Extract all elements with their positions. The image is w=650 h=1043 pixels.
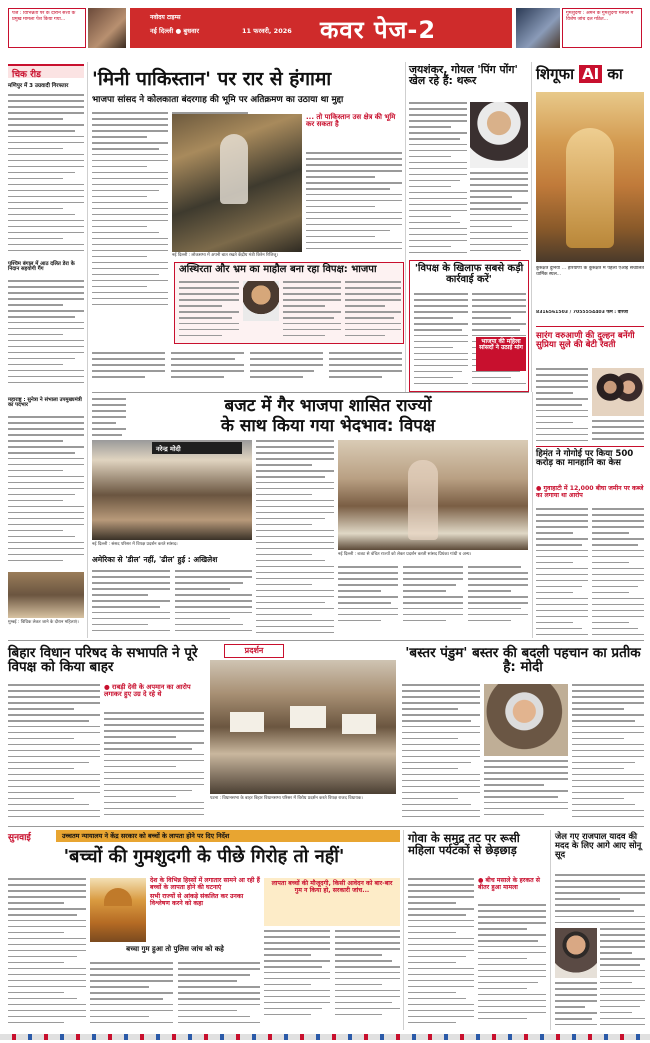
sunwai-body-col2 (90, 962, 260, 1028)
vipaksh-highlight-box (476, 337, 526, 371)
bastar-body-col1 (402, 684, 480, 818)
tharoor-photo (470, 102, 528, 168)
supreme-court-photo (90, 878, 146, 942)
bihar-subhead: ● राबड़ी देवी के अपमान का आरोप लगाकर हुए उग्र दे रहे थे (104, 683, 191, 698)
lead-photo (172, 114, 302, 252)
lead-subhead: भाजपा सांसद ने कोलकाता बंदरगाह की भूमि पर अतिक्रमण का उठाया था मुद्दा (92, 95, 344, 105)
bastar-headline: 'बस्तर पंडुम' बस्तर की बदली पहचान का प्रतीक है: मोदी (405, 645, 641, 676)
footer-color-strip (0, 1034, 650, 1040)
sunwai-bullet-1: देश के विभिन्न हिस्सों में लगातार सामने आ रही हैं बच्चों के लापता होने की घटनाएं (150, 877, 260, 891)
sunwai-bullet-2: सभी राज्यों से आंकड़े संकलित कर उनका विश्लेषण करने को कहा (150, 893, 244, 907)
akhilesh-headline: अमेरिका से 'डील' नहीं, 'ढील' हुई : अखिलेश (92, 555, 218, 564)
shigufa-statue (566, 128, 614, 248)
himanta-body-col2 (592, 508, 644, 636)
bihar-body-col1 (8, 684, 100, 818)
sunwai-headline: 'बच्चों की गुमशुदगी के पीछे गिरोह तो नहीं' (63, 846, 345, 867)
brief-photo-caption: मुम्बई : विधिक लेकर जाने के दौरान महिलाएं। (8, 620, 79, 625)
budget-photo-2-figure (408, 460, 438, 540)
masthead-left-teaser-box (8, 8, 86, 48)
shigufa-phone: 8316561503 / 7055554403 फर्म : वीरजी (536, 310, 628, 315)
sunwai-bullet-3-box (90, 946, 260, 960)
vipaksh-highlight: भाजपा की महिला सांसदों ने उठाई मांग (479, 338, 523, 352)
jail-body-col2 (600, 928, 645, 1028)
goa-body-col2 (478, 904, 546, 1028)
brief-maharashtra-headline: महाराष्ट्र : सुनेत्रा ने संभाला उपमुख्यमंत्री का पदभार (8, 397, 82, 409)
budget-caption-2: नई दिल्ली : बजट से वंचित राज्यों को लेकर प्रदर्शन करती सांसद प्रियंका गांधी व अन्य। (338, 552, 472, 557)
brief-maharashtra-body (8, 416, 84, 566)
pradarshan-placard-1 (230, 712, 264, 732)
bastar-body-col2 (484, 760, 568, 818)
budget-photo-sign: नरेन्द्र मोदी (156, 445, 181, 453)
masthead-left-photo (88, 8, 126, 48)
masthead-band (130, 8, 512, 48)
brief-photo (8, 572, 84, 618)
sarang-photo (592, 368, 644, 416)
vipaksh-box-headline: 'विपक्ष के खिलाफ सबसे कड़ी कार्रवाई करें' (414, 263, 524, 285)
asthirta-headline: अस्थिरता और भ्रम का माहौल बना रहा विपक्ष: भाजपा (179, 264, 377, 275)
lead-photo-caption: नई दिल्ली : लोकसभा में अपनी बात रखते केंद्रीय मंत्री किरेन रिजिजू। (172, 253, 278, 258)
lead-photo-figure (220, 134, 248, 204)
sunwai-strap: उच्चतम न्यायालय ने केंद्र सरकार को बच्चों के लापता होने पर दिए निर्देश (62, 832, 230, 840)
lead-headline: 'मिनी पाकिस्तान' पर रार से हंगामा (92, 68, 332, 90)
supreme-court-dome (104, 888, 132, 906)
himanta-body-col1 (536, 508, 588, 636)
vipaksh-box (409, 260, 529, 392)
shigufa-suffix: का (607, 65, 623, 83)
shigufa-title (536, 64, 644, 90)
bihar-body-col2 (104, 712, 204, 818)
asthirta-photo (243, 281, 279, 321)
shigufa-caption: कुरुक्षेत्र दुनिया ... हरियाणा के कुरुक्षेत्र में पहला एआई संचालित धार्मिक स्थल... (536, 266, 644, 278)
masthead-left-teaser: पेज : विभिन्नता पर के दौरान सत्ता के प्रमुख मामला पेश किया गया... (12, 11, 76, 23)
sunwai-label: सुनवाई (8, 833, 31, 843)
budget-body-left (92, 398, 126, 438)
brief-manipur-headline: मणिपुर में 3 उग्रवादी गिरफ्तार (8, 83, 69, 89)
pradarshan-placard-2 (290, 706, 326, 728)
himanta-headline: हिमंत ने गोगोई पर किया 500 करोड़ का मानहानि का केस (536, 449, 634, 469)
masthead-right-teaser-box (562, 8, 642, 48)
goa-headline: गोवा के समुद्र तट पर रूसी महिला पर्यटकों से छेड़छाड़ (408, 831, 520, 858)
akhilesh-body (92, 570, 252, 636)
bihar-headline: बिहार विधान परिषद के सभापति ने पूरे विपक्ष को किया बाहर (8, 645, 198, 676)
brand-name: नवोदय टाइम्स (150, 14, 181, 21)
asthirta-body-col2 (283, 281, 341, 341)
masthead-date: 11 फरवरी, 2026 (242, 27, 292, 35)
budget-photo-2 (338, 440, 528, 550)
pradarshan-placard-3 (342, 714, 376, 734)
shigufa-photo (536, 92, 644, 262)
lead-quote-box (306, 114, 402, 150)
shigufa-ai-badge: AI (579, 65, 602, 83)
pradarshan-label-box (224, 644, 284, 658)
jail-body-col3 (555, 982, 597, 1028)
sunwai-bullet-3: बच्चा गुम हुआ तो पुलिस जांच को कहे (126, 945, 224, 953)
pradarshan-label: प्रदर्शन (244, 646, 264, 655)
goa-body-col1 (408, 878, 474, 1028)
asthirta-body-col3 (345, 281, 401, 341)
sunwai-callout-box (264, 878, 400, 926)
sarang-body-col1 (536, 368, 588, 444)
shigufa-word: शिगूफा (536, 65, 574, 83)
budget-body-col3 (338, 566, 528, 636)
jaishankar-headline: जयशंकर, गोयल 'पिंग पोंग' खेल रहे हैं: थरूर (409, 63, 518, 88)
pradarshan-photo (210, 660, 396, 794)
goa-side-note: ● बीच मसाले के हरकत से बीतर हुआ मामला (478, 877, 540, 891)
chhakka-read-label: चिक रीड (12, 70, 41, 80)
budget-caption-1: नई दिल्ली : संसद परिसर में विपक्ष प्रदर्शन करते सांसद। (92, 542, 178, 547)
lead-quote: ... तो पाकिस्तान उस क्षेत्र की भूमि कर सकता है (306, 113, 396, 129)
bastar-photo (484, 684, 568, 756)
budget-headline-line1: बजट में गैर भाजपा शासित राज्यों (224, 396, 432, 416)
jaishankar-body-col2 (470, 172, 528, 254)
masthead-city-date: नई दिल्ली ● बुधवार (150, 27, 200, 35)
lead-body-col3 (306, 152, 402, 252)
sunwai-body-col1 (8, 878, 86, 1028)
sunwai-callout: लापता बच्चों की मौजूदगी, किसी आवेदन को बार-बार गुम न किया हो, सरकारी जांच... (271, 880, 393, 894)
jaishankar-body-col1 (409, 102, 467, 254)
budget-photo-1 (92, 440, 252, 540)
sunwai-body-col3 (264, 930, 400, 1028)
masthead-right-teaser: गुमशुदगी : अमन के गुमशुदगी मामले में विशेष जांच दल गठित... (566, 11, 634, 23)
lead-body-bottom (92, 352, 402, 386)
brief-manipur-body (8, 94, 84, 254)
budget-photo-banner (152, 442, 242, 454)
brief-bengal-headline: पश्चिम बंगाल में आठ दलित डेरा के निदान सहयोगी गैंग (8, 261, 75, 273)
page-title: कवर पेज-2 (320, 16, 437, 44)
sunwai-bullets-box (150, 878, 260, 944)
masthead-right-photo (516, 8, 560, 48)
sonu-sood-photo (555, 928, 597, 978)
sarang-headline: सारंग वरुआणी की दुल्हन बनेंगी सुप्रिया सुले की बेटी रेवती (536, 331, 635, 351)
vipaksh-box-body-col1 (414, 293, 468, 389)
lead-body-col1 (92, 112, 168, 308)
budget-body-col1 (256, 440, 334, 636)
himanta-subhead: ● गुवाहाटी में 12,000 बीघा जमीन पर कब्जे का लगाया था आरोप (536, 485, 644, 499)
brief-bengal-body (8, 280, 84, 390)
sarang-body-col2 (592, 420, 644, 444)
chhakka-read-label-bar (8, 64, 84, 78)
asthirta-body-col1 (179, 281, 239, 341)
pradarshan-caption: पटना : विधानसभा के बाहर बिहार विधानसभा परिसर में विरोध प्रदर्शन करते विपक्ष राजद विधायक। (210, 796, 363, 801)
jail-headline: जेल गए राजपाल यादव की मदद के लिए आगे आए सोनू सूद (555, 831, 642, 859)
budget-headline-line2: के साथ किया गया भेदभाव: विपक्ष (220, 416, 436, 436)
sunwai-strap-bar (56, 830, 400, 842)
jail-body-col1 (555, 874, 645, 926)
asthirta-box (174, 262, 404, 344)
bastar-body-col3 (572, 684, 644, 818)
